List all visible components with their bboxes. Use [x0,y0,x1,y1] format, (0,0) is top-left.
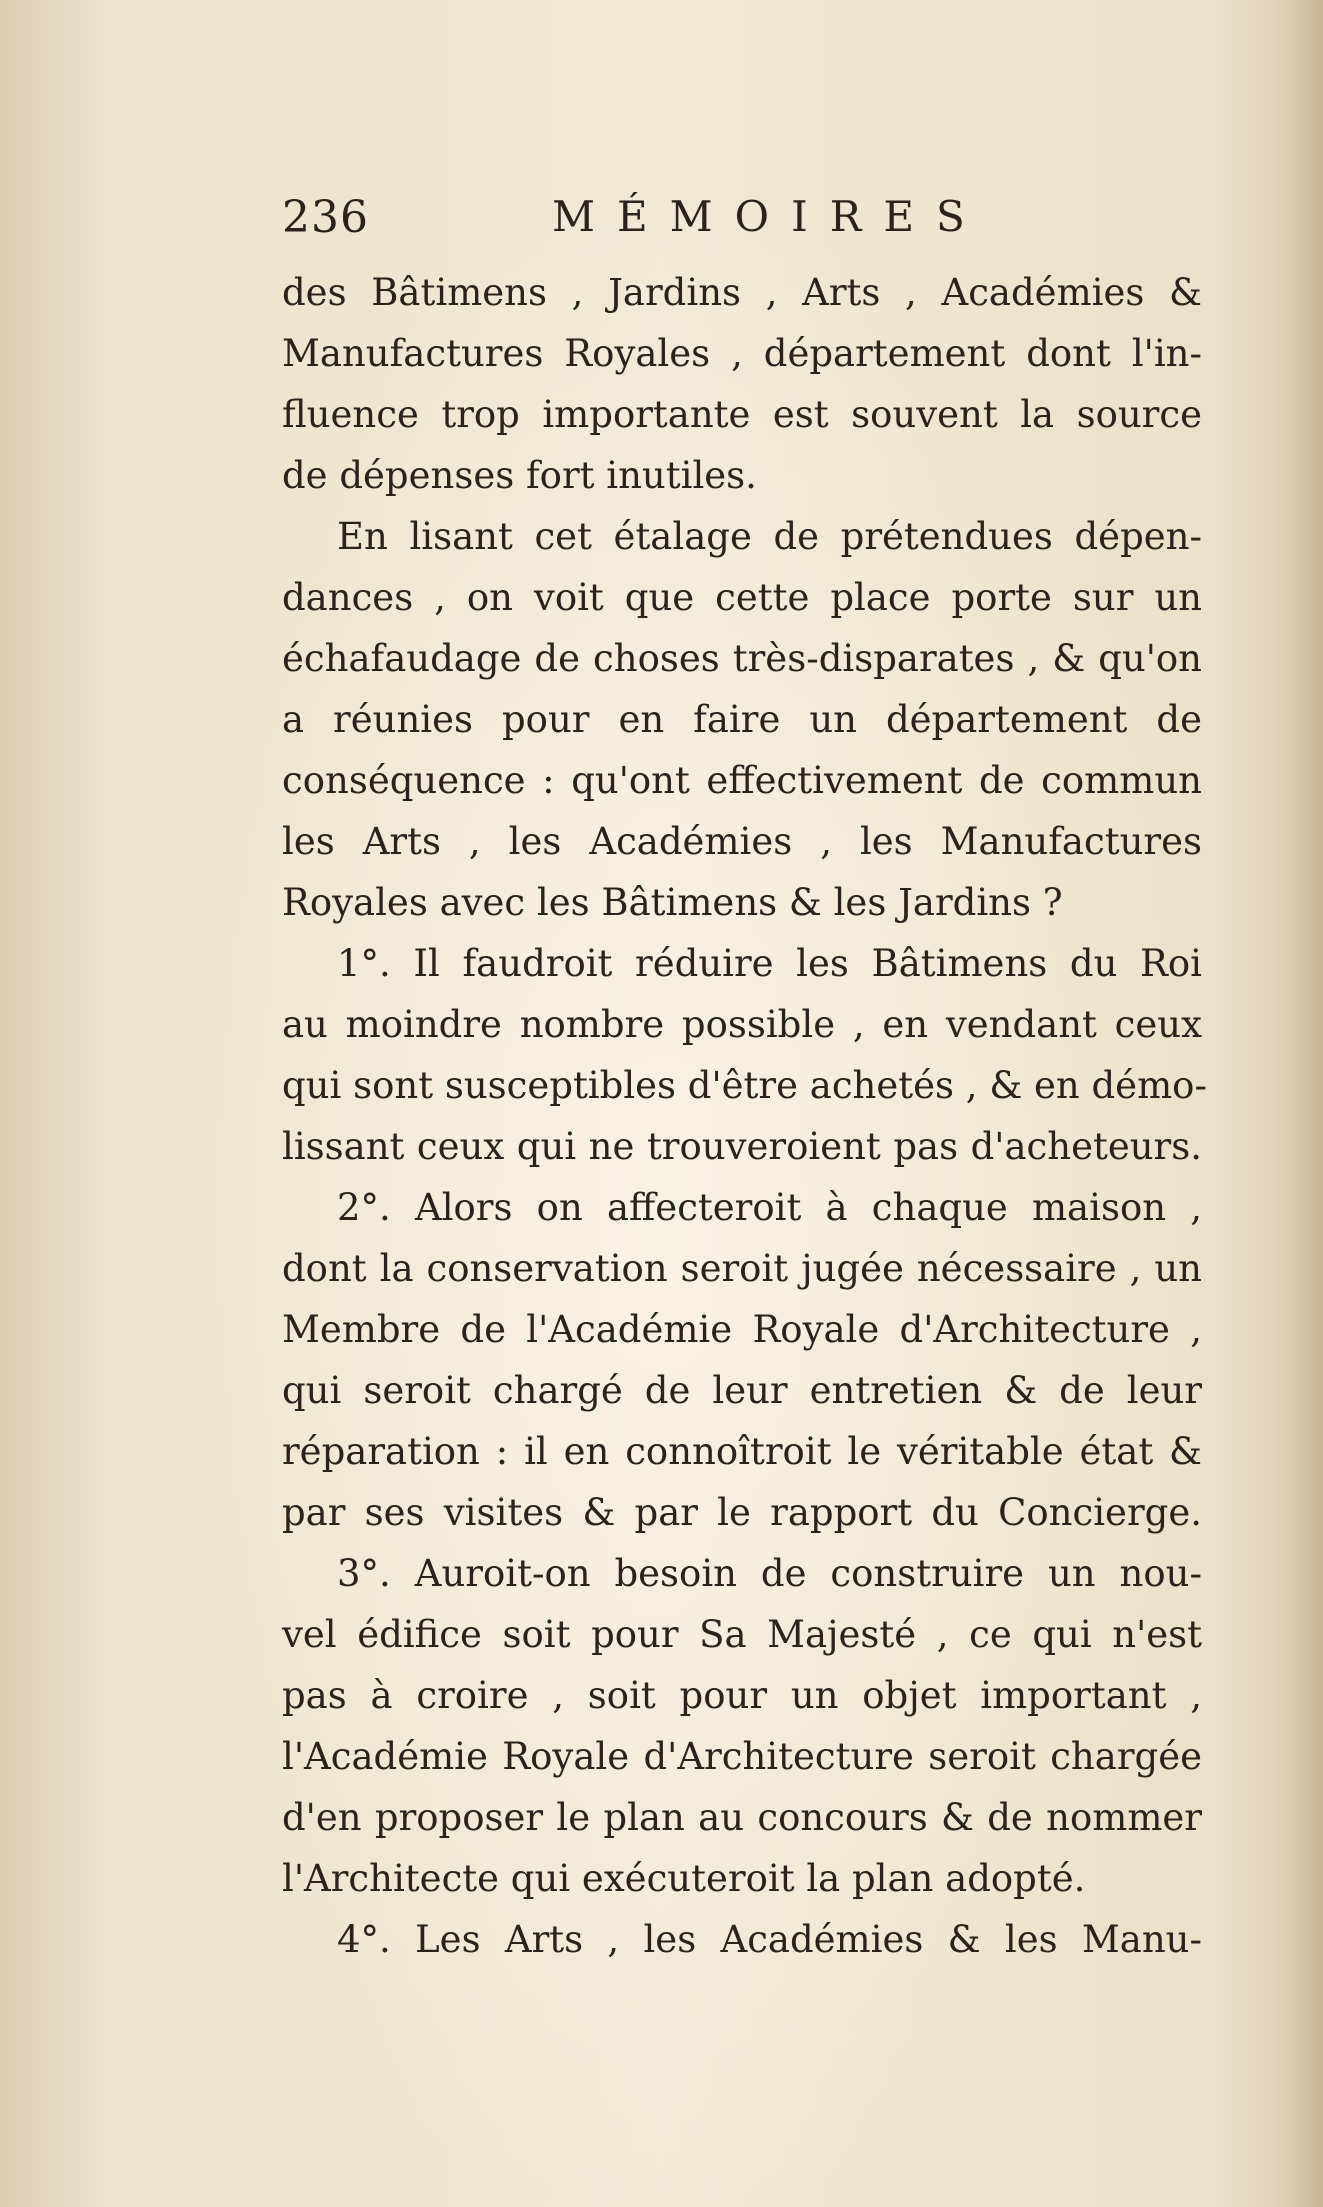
text-line: dont la conservation seroit jugée nécessaire , un [282,1247,1202,1290]
text-line: Membre de l'Académie Royale d'Architecture , [282,1308,1202,1351]
text-line: Royales avec les Bâtimens & les Jardins ? [282,881,1063,924]
text-line: Manufactures Royales , département dont l'in- [282,332,1202,375]
text-line: d'en proposer le plan au concours & de nommer [282,1796,1202,1839]
text-line: 3°. Auroit-on besoin de construire un nou- [337,1552,1202,1595]
text-line: l'Académie Royale d'Architecture seroit chargée [282,1735,1202,1778]
text-line: des Bâtimens , Jardins , Arts , Académies & [282,271,1202,314]
text-line: conséquence : qu'ont effectivement de commun [282,759,1202,802]
page-header [282,192,1082,262]
text-line: 1°. Il faudroit réduire les Bâtimens du Roi [337,942,1202,985]
text-line: En lisant cet étalage de prétendues dépen- [337,515,1202,558]
text-line: a réunies pour en faire un département de [282,698,1202,741]
text-line: de dépenses fort inutiles. [282,454,757,497]
text-line: les Arts , les Académies , les Manufactures [282,820,1202,863]
text-line: vel édifice soit pour Sa Majesté , ce qui n'est [282,1613,1202,1656]
text-line: lissant ceux qui ne trouveroient pas d'acheteurs. [282,1125,1202,1168]
text-line: échafaudage de choses très-disparates , & qu'on [282,637,1202,680]
text-line: par ses visites & par le rapport du Concierge. [282,1491,1202,1534]
text-line: au moindre nombre possible , en vendant ceux [282,1003,1202,1046]
text-line: l'Architecte qui exécuteroit la plan adopté. [282,1857,1086,1900]
text-line: 2°. Alors on affecteroit à chaque maison , [337,1186,1202,1229]
page-number: 236 [282,192,369,243]
text-line: réparation : il en connoîtroit le véritable état & [282,1430,1202,1473]
text-line: dances , on voit que cette place porte sur un [282,576,1202,619]
text-line: 4°. Les Arts , les Académies & les Manu- [337,1918,1202,1961]
body-text [282,262,1207,1970]
page-edge-shadow [1283,0,1323,2207]
text-line: qui seroit chargé de leur entretien & de leur [282,1369,1202,1412]
running-title: MÉMOIRES [552,192,987,241]
text-line: qui sont susceptibles d'être achetés , & en démo- [282,1064,1207,1107]
text-line: fluence trop importante est souvent la source [282,393,1202,436]
text-line: pas à croire , soit pour un objet important , [282,1674,1202,1717]
